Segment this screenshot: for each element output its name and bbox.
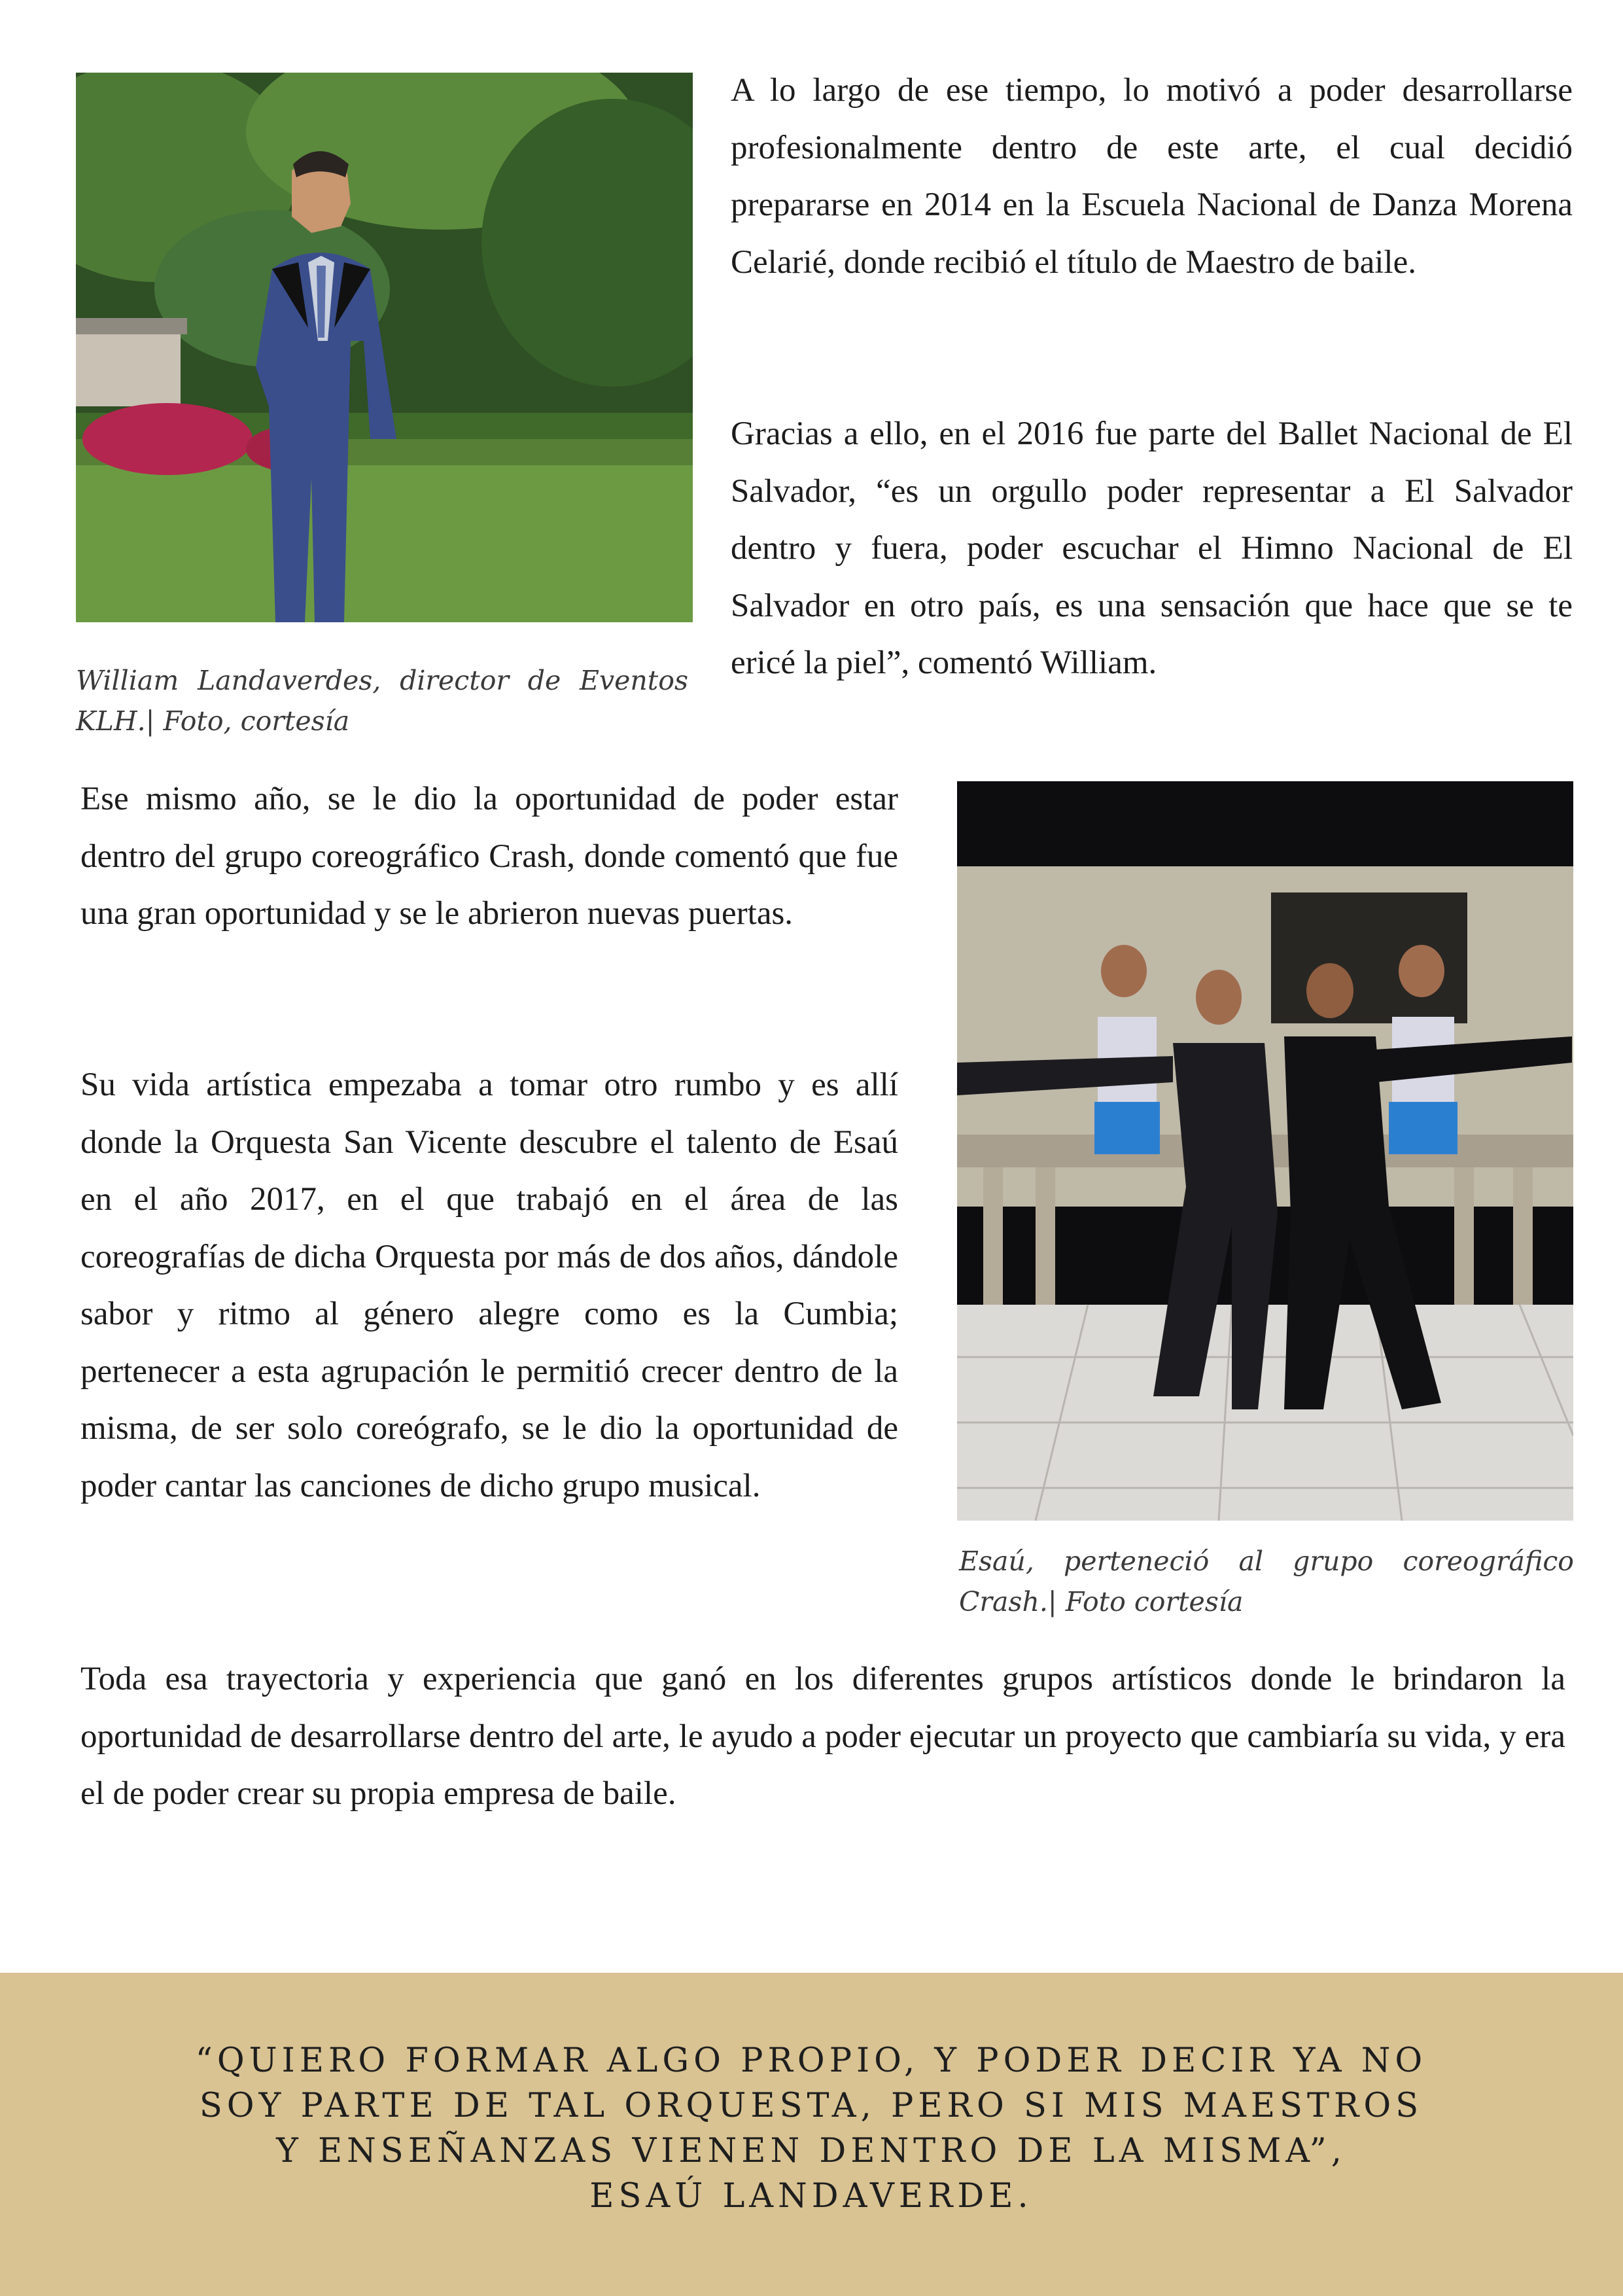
pull-quote-box [0,1973,1623,2296]
pull-quote-line-1: “QUIERO FORMAR ALGO PROPIO, Y PODER DECIR YA NO [195,2041,1427,2080]
paragraph-1: A lo largo de ese tiempo, lo motivó a poder desarrollarse profesionalmente dentro de este arte, el cual decidió prepararse en 2014 en la Escuela Nacional de Danza Morena Celarié, donde recibió el título de Maestro de baile. [731,72,1573,281]
pull-quote-attribution: ESAÚ LANDAVERDE. [589,2177,1033,2216]
photo1-caption: William Landaverdes, director de Eventos KLH.| Foto, cortesía [76,665,688,737]
photo2-caption: Esaú, perteneció al grupo coreográfico Crash.| Foto cortesía [959,1545,1574,1617]
pull-quote-line-2: SOY PARTE DE TAL ORQUESTA, PERO SI MIS MAESTROS [199,2087,1423,2125]
paragraph-5: Toda esa trayectoria y experiencia que ganó en los diferentes grupos artísticos donde le brindaron la oportunidad de desarrollarse dentro del arte, le ayudo a poder ejecutar un proyecto que cambiaría su vida, y era el de poder crear su propia empresa de baile. [80,1661,1565,1812]
photo-william-landaverdes [76,73,693,622]
photo-crash-dancers [957,781,1573,1521]
pull-quote-line-3: Y ENSEÑANZAS VIENEN DENTRO DE LA MISMA”, [276,2132,1346,2170]
pull-quote [157,2038,1465,2219]
paragraph-4: Su vida artística empezaba a tomar otro rumbo y es allí donde la Orquesta San Vicente descubre el talento de Esaú en el año 2017, en el que trabajó en el área de las coreografías de dicha Orquesta por más de dos años, dándole sabor y ritmo al género alegre como es la Cumbia; pertenecer a esta agrupación le permitió crecer dentro de la misma, de ser solo coreógrafo, se le dio la oportunidad de poder cantar las canciones de dicho grupo musical. [80,1067,898,1504]
paragraph-3: Ese mismo año, se le dio la oportunidad de poder estar dentro del grupo coreográfico Crash, donde comentó que fue una gran oportunidad y se le abrieron nuevas puertas. [80,781,898,932]
paragraph-2: Gracias a ello, en el 2016 fue parte del Ballet Nacional de El Salvador, “es un orgullo poder representar a El Salvador dentro y fuera, poder escuchar el Himno Nacional de El Salvador en otro país, es una sensación que hace que se te ericé la piel”, comentó William. [731,415,1573,681]
